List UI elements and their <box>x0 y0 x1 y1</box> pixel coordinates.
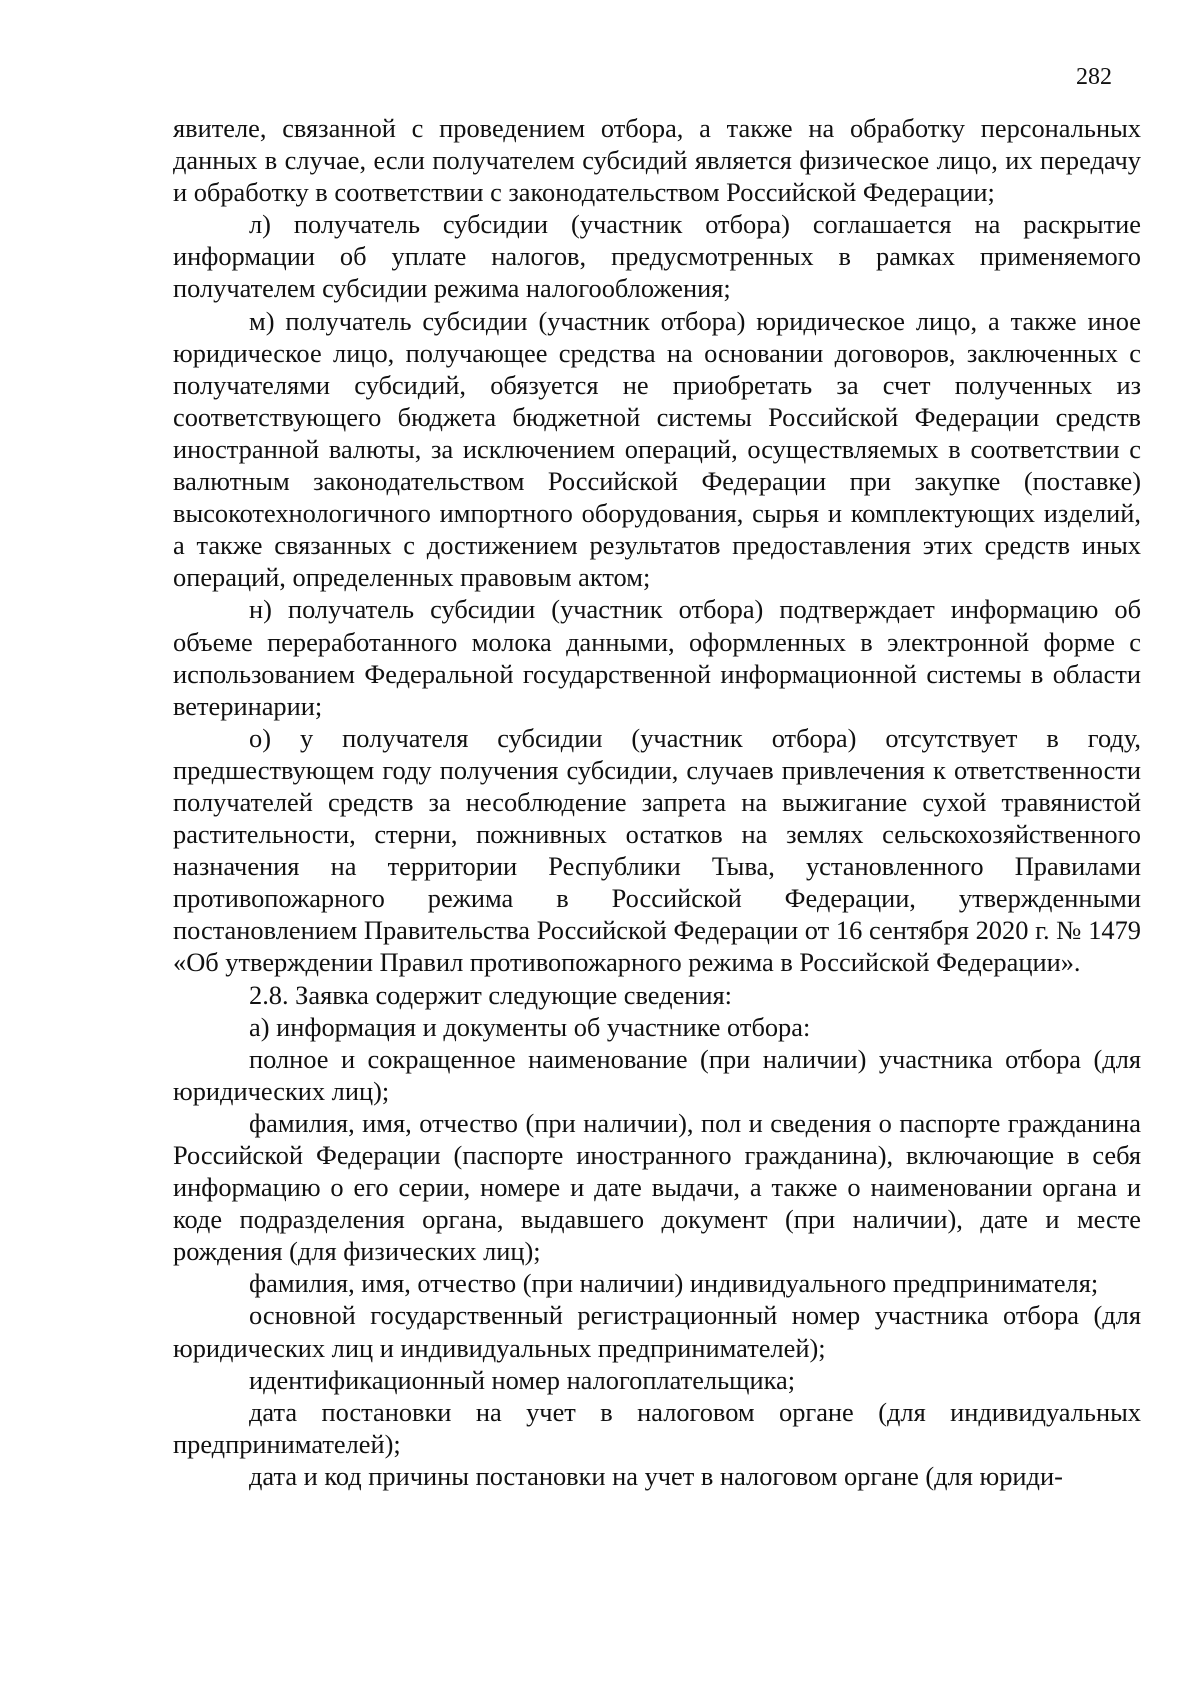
paragraph-registration-date: дата постановки на учет в налоговом органе (для индивидуальных предпринимателей); <box>173 1396 1141 1459</box>
paragraph-item-o: о) у получателя субсидии (участник отбора) отсутствует в году, предшествующем году получения субсидии, случаев привлечения к ответственности получателей средств за несоблюдение запрета на выжигание сухой травянистой растительности, стерни, пожнивных остатков на землях сельскохозяйственного назначения на территории Республики Тыва, установленного Правилами противопожарного режима в Российской Федерации, утвержденными постановлением Правительства Российской Федерации от 16 сентября 2020 г. № 1479 «Об утверждении Правил противопожарного режима в Российской Федерации». <box>173 722 1141 978</box>
paragraph-item-l: л) получатель субсидии (участник отбора) соглашается на раскрытие информации об уплате налогов, предусмотренных в рамках применяемого получателем субсидии режима налогообложения; <box>173 209 1141 304</box>
section-2-8-heading: 2.8. Заявка содержит следующие сведения: <box>249 979 733 1010</box>
paragraph-full-name: полное и сокращенное наименование (при наличии) участника отбора (для юридических лиц); <box>173 1043 1141 1106</box>
paragraph-inn: идентификационный номер налогоплательщика; <box>249 1364 796 1395</box>
paragraph-item-m: м) получатель субсидии (участник отбора) юридическое лицо, а также иное юридическое лицо, получающее средства на основании договоров, заключенных с получателями субсидий, обязуется не приобретать за счет полученных из соответствующего бюджета бюджетной системы Российской Федерации средств иностранной валюты, за исключением операций, осуществляемых в соответствии с валютным законодательством Российской Федерации при закупке (поставке) высокотехнологичного импортного оборудования, сырья и комплектующих изделий, а также связанных с достижением результатов предоставления этих средств иных операций, определенных правовым актом; <box>173 305 1141 593</box>
paragraph-personal-data: фамилия, имя, отчество (при наличии), пол и сведения о паспорте гражданина Российской Федерации (паспорте иностранного гражданина), включающие в себя информацию о его серии, номере и дате выдачи, а также о наименовании органа и коде подразделения органа, выдавшего документ (при наличии), дате и месте рождения (для физических лиц); <box>173 1107 1141 1267</box>
paragraph-kpp: дата и код причины постановки на учет в налоговом органе (для юриди- <box>249 1460 1063 1491</box>
paragraph-ogrn: основной государственный регистрационный номер участника отбора (для юридических лиц и индивидуальных предпринимателей); <box>173 1300 1141 1363</box>
document-body <box>173 112 1141 1492</box>
paragraph-entrepreneur-name: фамилия, имя, отчество (при наличии) индивидуального предпринимателя; <box>249 1268 1099 1299</box>
paragraph-item-n: н) получатель субсидии (участник отбора) подтверждает информацию об объеме переработанного молока данными, оформленных в электронной форме с использованием Федеральной государственной информационной системы в области ветеринарии; <box>173 594 1141 721</box>
paragraph-item-a: а) информация и документы об участнике отбора: <box>249 1011 811 1042</box>
paragraph-continuation: явителе, связанной с проведением отбора, а также на обработку персональных данных в случае, если получателем субсидий является физическое лицо, их передачу и обработку в соответствии с законодательством Российской Федерации; <box>173 113 1141 208</box>
page-number: 282 <box>1076 64 1112 90</box>
